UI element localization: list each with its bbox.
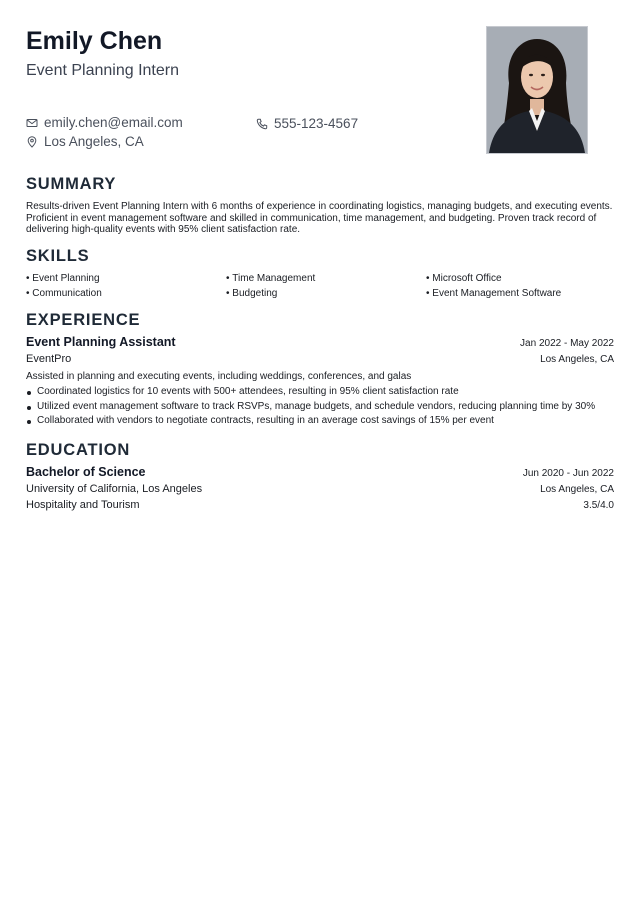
education-section xyxy=(26,440,614,513)
profile-photo xyxy=(486,26,588,154)
location-text: Los Angeles, CA xyxy=(44,134,144,149)
mail-icon xyxy=(26,117,38,129)
phone-contact[interactable] xyxy=(256,115,358,133)
job-entry xyxy=(26,334,614,429)
skills-list xyxy=(26,272,614,300)
school-name: University of California, Los Angeles xyxy=(26,483,203,495)
location-pin-icon xyxy=(26,136,38,148)
job-title: Event Planning Assistant xyxy=(26,335,176,349)
contact-info xyxy=(26,114,466,154)
experience-heading: EXPERIENCE xyxy=(26,311,141,329)
skill-item: • Time Management xyxy=(226,272,426,285)
skill-item: • Budgeting xyxy=(226,287,426,300)
job-location: Los Angeles, CA xyxy=(540,354,614,365)
job-dates: Jan 2022 - May 2022 xyxy=(520,338,614,349)
job-achievements xyxy=(26,385,614,429)
candidate-name: Emily Chen xyxy=(26,27,163,55)
email-text: emily.chen@email.com xyxy=(44,115,183,130)
education-heading: EDUCATION xyxy=(26,441,131,459)
skills-section xyxy=(26,246,614,300)
experience-section xyxy=(26,310,614,429)
education-entry xyxy=(26,464,614,513)
gpa: 3.5/4.0 xyxy=(583,500,614,511)
phone-text: 555-123-4567 xyxy=(274,116,359,131)
phone-icon xyxy=(256,118,268,130)
school-location: Los Angeles, CA xyxy=(540,484,614,495)
education-dates: Jun 2020 - Jun 2022 xyxy=(522,468,614,479)
summary-heading: SUMMARY xyxy=(26,175,117,193)
job-description: Assisted in planning and executing events, including weddings, conferences, and galas xyxy=(26,371,412,382)
skill-item: • Event Management Software xyxy=(426,287,614,300)
achievement-item: Coordinated logistics for 10 events with 500+ attendees, resulting in 95% client satisfaction rate xyxy=(26,385,614,400)
summary-text: Results-driven Event Planning Intern with 6 months of experience in coordinating logistics, managing budgets, and executing events. Proficient in event management software and skilled in communication, time management, and budgeting. Proven track record of delivering high-quality events with 95% client satisfaction rate. xyxy=(26,201,613,236)
location-contact xyxy=(26,133,144,151)
achievement-item: Utilized event management software to track RSVPs, manage budgets, and schedule vendors, reducing planning time by 30% xyxy=(26,400,614,415)
candidate-title: Event Planning Intern xyxy=(26,62,179,79)
skills-heading: SKILLS xyxy=(26,247,90,265)
skill-item: • Microsoft Office xyxy=(426,272,614,285)
skill-item: • Event Planning xyxy=(26,272,226,285)
portrait-image xyxy=(487,27,587,153)
email-contact[interactable] xyxy=(26,114,183,132)
job-company: EventPro xyxy=(26,353,72,365)
degree: Bachelor of Science xyxy=(26,465,146,479)
summary-section xyxy=(26,174,614,236)
resume-header xyxy=(26,26,466,149)
achievement-item: Collaborated with vendors to negotiate contracts, resulting in an average cost savings of 15% per event xyxy=(26,414,614,429)
skill-item: • Communication xyxy=(26,287,226,300)
field-of-study: Hospitality and Tourism xyxy=(26,499,140,511)
